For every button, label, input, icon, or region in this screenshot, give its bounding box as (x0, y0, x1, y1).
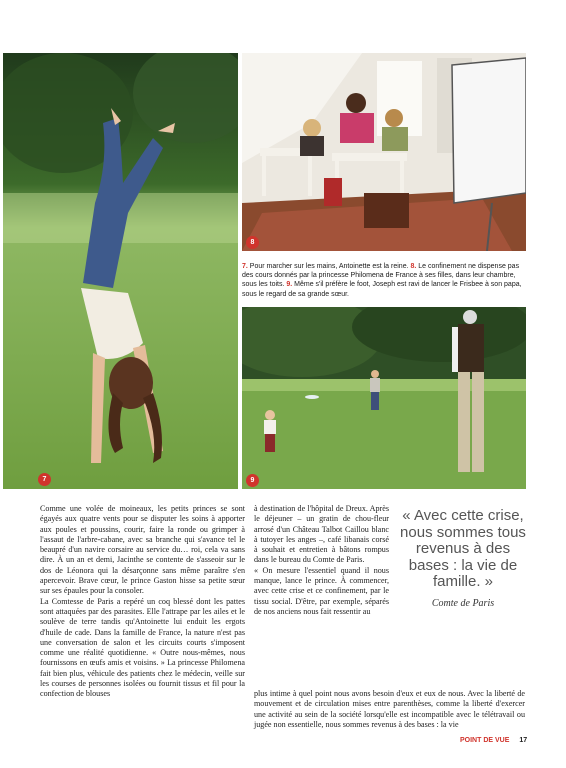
column-1-paragraph-2: La Comtesse de Paris a repéré un coq blessé dont les pattes sont attaquées par des parasites. Elle l'attrape par les ailes et le soulève de terre tandis qu'Antoinette lui enduit les ergots d'huile de cade. Dans la famille de France, la nature n'est pas une conversation de salon et les circuits courts s'imposent comme une réalité quotidienne. « Outre nous-mêmes, nous fournissons en œufs amis et voisins. » La princesse Philomena fait bien plus, véhicule des patients chez le médecin, veille sur les courses de personnes isolées ou fournit tissus et fil pour la confection de blouses (40, 596, 245, 699)
photo-handstand (3, 53, 238, 489)
photo-number-badge-9: 9 (246, 474, 259, 487)
caption-text-9: Même s'il préfère le foot, Joseph est ravi de lancer le Frisbee à son papa, sous le regard de sa grande sœur. (242, 281, 522, 298)
photo-classroom (242, 53, 526, 251)
column-2-paragraph-2: « On mesure l'essentiel quand il nous manque, lance le prince. À commencer, avec cette crise et ce confinement, par le tissu social. D'être, par exemple, séparés de nos anciens nous fait ressentir au (254, 565, 389, 616)
photo-number-badge-8: 8 (246, 236, 259, 249)
article-column-1 (40, 504, 245, 700)
photo-classroom-image (242, 53, 526, 251)
caption-number-8: 8. (410, 263, 417, 270)
photo-handstand-image (3, 53, 238, 489)
caption-number-9: 9. (286, 281, 293, 289)
page-footer (460, 737, 527, 744)
page-number: 17 (519, 737, 528, 744)
column-1-paragraph-1: Comme une volée de moineaux, les petits princes se sont égayés aux quatre vents pour se disputer les soins à apporter aux poules et poussins, courir, faire la ronde ou grimper à l'assaut de l'arbre-cabane, avec sa branche qui s'avance tel le beaupré d'un navire corsaire au service du… roi, cela va sans dire. À un an et demi, Jacinthe se contente de s'asseoir sur le dos de Léonora qui la désarçonne sans même paraître s'en apercevoir. Brave cœur, le prince Gaston hisse sa petite sœur sur ses épaules pour la consoler. (40, 504, 245, 596)
photo-caption (242, 262, 525, 299)
article-column-2-wide (254, 689, 525, 730)
column-2-wide-paragraph: plus intime à quel point nous avons besoin d'eux et eux de nous. Avec la liberté de mouvement et de circulation mises entre parenthèses, comme la liberté d'exercer une activité au sein de la société lorsqu'elle est incompatible avec le télétravail ou jugée non essentielle, nous sommes revenus à des bases : la vie (254, 689, 525, 729)
pull-quote-text: « Avec cette crise, nous sommes tous revenus à des bases : la vie de famille. » (400, 507, 526, 590)
column-2-paragraph-1: à destination de l'hôpital de Dreux. Après le déjeuner – un gratin de chou-fleur arrosé d'un Château Talbot Caillou blanc à tutoyer les anges –, café libanais corsé à souhait et entretien à bâtons rompus dans le bureau du Comte de Paris. (254, 504, 389, 565)
magazine-name: POINT DE VUE (460, 737, 510, 744)
photo-frisbee (242, 307, 526, 489)
caption-text-7: Pour marcher sur les mains, Antoinette est la reine. (247, 263, 411, 270)
photo-frisbee-image (242, 307, 526, 489)
photo-number-badge-7: 7 (38, 473, 51, 486)
pull-quote-attribution: Comte de Paris (431, 597, 495, 609)
caption-number-7: 7. (242, 263, 248, 270)
pull-quote (398, 508, 528, 612)
caption-text-8: Le confinement ne dispense pas des cours donnés par la princesse Philomena de France à ses filles, dans leur chambre, sous les toits. (242, 263, 520, 289)
article-column-2 (254, 504, 389, 617)
